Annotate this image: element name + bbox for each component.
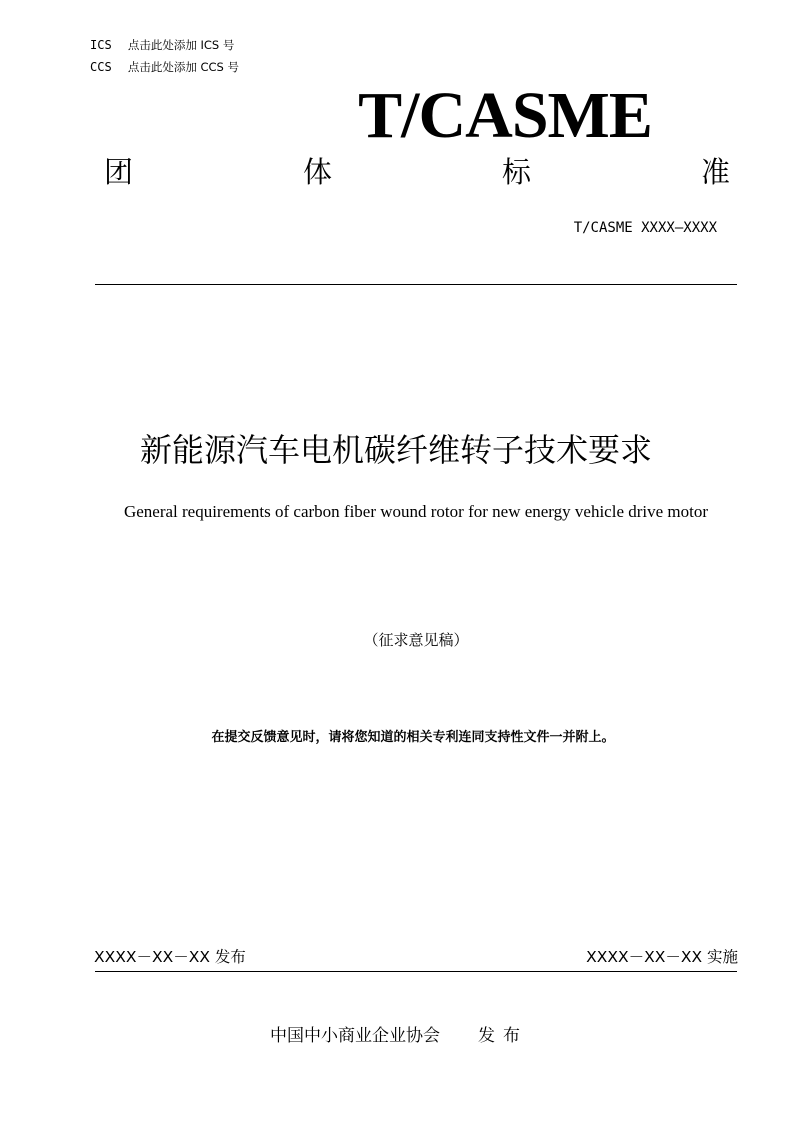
ccs-label: CCS [90,60,112,74]
effective-date: XXXX－XX－XX 实施 [586,948,738,966]
patent-notice: 在提交反馈意见时，请将您知道的相关专利连同支持性文件一并附上。 [211,730,615,745]
publisher-name: 中国中小商业企业协会 [270,1026,440,1046]
standard-type-heading [104,152,730,192]
ics-code-line [90,38,234,52]
ccs-placeholder-field[interactable]: 点击此处添加 CCS 号 [127,60,239,74]
standard-type-char: 准 [700,155,730,189]
document-title-chinese: 新能源汽车电机碳纤维转子技术要求 [139,431,652,469]
publisher-action: 发布 [478,1026,528,1046]
ics-placeholder-field[interactable]: 点击此处添加 ICS 号 [127,38,235,52]
ccs-code-line [90,60,239,74]
top-divider [95,284,737,285]
standard-number: T/CASME XXXX—XXXX [573,220,717,236]
standard-type-char: 团 [104,155,134,189]
ics-label: ICS [90,38,112,52]
publisher-line [270,1024,528,1048]
draft-status-label: （征求意见稿） [363,631,469,649]
organization-brand-logo: T/CASME [358,79,652,152]
document-title-english: General requirements of carbon fiber wound rotor for new energy vehicle drive motor [123,502,709,521]
publish-date: XXXX－XX－XX 发布 [94,948,246,966]
standard-type-char: 体 [302,155,332,189]
standard-type-char: 标 [501,155,531,189]
bottom-divider [95,971,737,972]
